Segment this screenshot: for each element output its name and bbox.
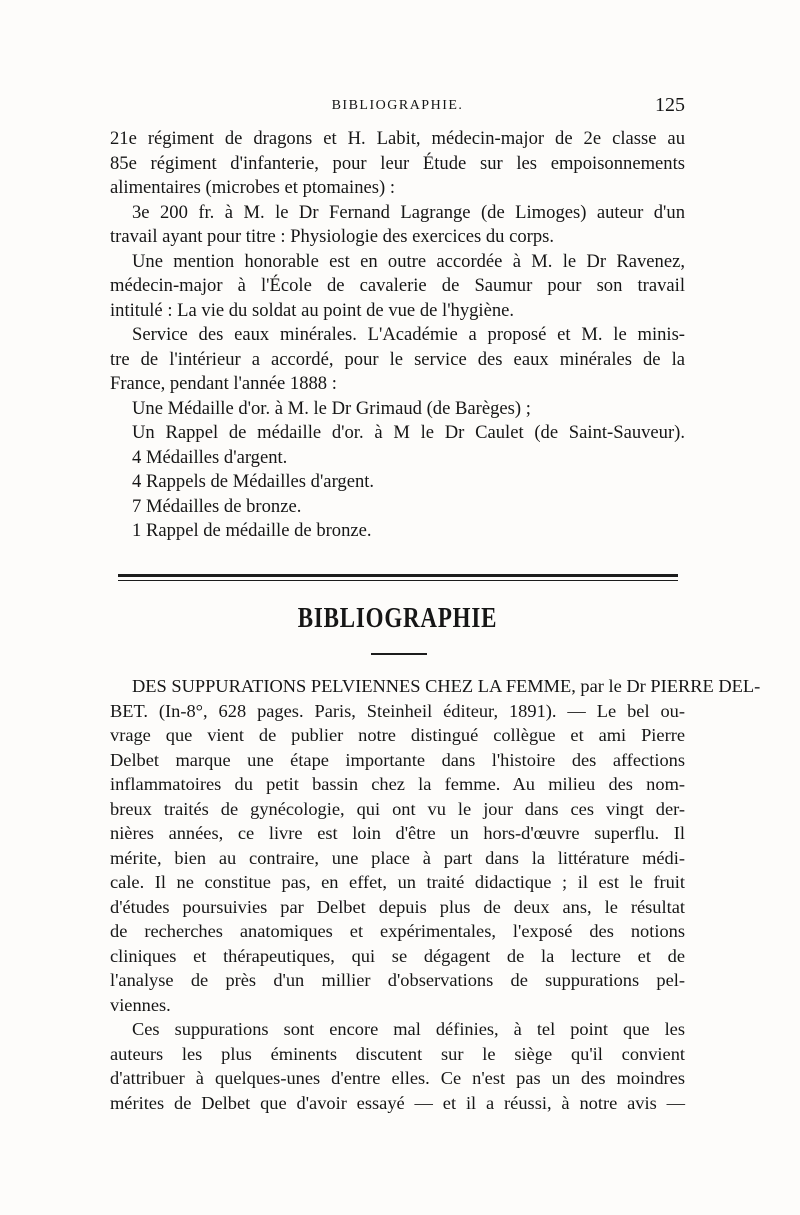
text-line: mérite, bien au contraire, une place à part dans la littérature médi- <box>110 847 685 868</box>
text-line: l'analyse de près d'un millier d'observations de suppurations pel- <box>110 970 685 990</box>
text-line: nières années, ce livre est loin d'être un hors-d'œuvre superflu. Il <box>110 823 685 843</box>
text-line: d'attribuer à quelques-unes d'entre elles. Ce n'est pas un des moindres <box>110 1068 685 1088</box>
text-line: 7 Médailles de bronze. <box>132 495 302 517</box>
text-line: breux traités de gynécologie, qui ont vu le jour dans ces vingt der- <box>110 798 685 819</box>
text-line: tre de l'intérieur a accordé, pour le service des eaux minérales de la <box>110 348 685 370</box>
title-underline <box>371 653 427 655</box>
section-divider <box>118 574 678 581</box>
text-line: Une Médaille d'or. à M. le Dr Grimaud (de Barèges) ; <box>132 397 531 419</box>
page-number: 125 <box>655 94 685 116</box>
text-line: travail ayant pour titre : Physiologie des exercices du corps. <box>110 226 555 247</box>
award-list-text <box>110 127 685 544</box>
bibliography-text <box>110 674 761 1115</box>
text-line: cliniques et thérapeutiques, qui se dégagent de la lecture et de <box>110 945 685 966</box>
text-line: Delbet marque une étape importante dans l'histoire des affections <box>110 749 685 770</box>
text-line: inflammatoires du petit bassin chez la femme. Au milieu des nom- <box>110 774 685 794</box>
text-line: alimentaires (microbes et ptomaines) : <box>110 177 396 198</box>
text-line: cale. Il ne constitue pas, en effet, un traité didactique ; il est le fruit <box>110 872 685 892</box>
text-line: vrage que vient de publier notre distingué collègue et ami Pierre <box>110 725 685 745</box>
text-line: Un Rappel de médaille d'or. à M le Dr Caulet (de Saint-Sauveur). <box>132 422 685 443</box>
section-title: BIBLIOGRAPHIE <box>297 603 498 634</box>
text-line: Ces suppurations sont encore mal définies, à tel point que les <box>132 1019 685 1039</box>
text-line: d'études poursuivies par Delbet depuis plus de deux ans, le résultat <box>110 896 685 917</box>
running-head <box>110 94 685 120</box>
text-line: 21e régiment de dragons et H. Labit, médecin-major de 2e classe au <box>110 128 685 149</box>
text-line: Une mention honorable est en outre accordée à M. le Dr Ravenez, <box>132 250 685 272</box>
text-line: intitulé : La vie du soldat au point de vue de l'hygiène. <box>110 299 515 321</box>
text-line: 4 Médailles d'argent. <box>132 446 288 468</box>
text-line: 1 Rappel de médaille de bronze. <box>132 520 372 541</box>
text-line: auteurs les plus éminents discutent sur le siège qu'il convient <box>110 1043 685 1064</box>
text-line: 4 Rappels de Médailles d'argent. <box>132 471 375 492</box>
text-line: France, pendant l'année 1888 : <box>110 373 337 394</box>
text-line: 3e 200 fr. à M. le Dr Fernand Lagrange (de Limoges) auteur d'un <box>132 201 685 223</box>
text-line: mérites de Delbet que d'avoir essayé — et il a réussi, à notre avis — <box>110 1092 685 1113</box>
text-line: BET. (In-8°, 628 pages. Paris, Steinheil éditeur, 1891). — Le bel ou- <box>110 700 685 721</box>
text-line: DES SUPPURATIONS PELVIENNES CHEZ LA FEMME, par le Dr PIERRE DEL- <box>132 676 761 696</box>
running-head-title: BIBLIOGRAPHIE. <box>331 98 464 113</box>
text-line: de recherches anatomiques et expérimentales, l'exposé des notions <box>110 921 685 941</box>
text-line: Service des eaux minérales. L'Académie a proposé et M. le minis- <box>132 324 685 345</box>
text-line: médecin-major à l'École de cavalerie de Saumur pour son travail <box>110 275 685 296</box>
text-line: viennes. <box>110 994 171 1015</box>
text-line: 85e régiment d'infanterie, pour leur Étude sur les empoisonnements <box>110 152 685 174</box>
